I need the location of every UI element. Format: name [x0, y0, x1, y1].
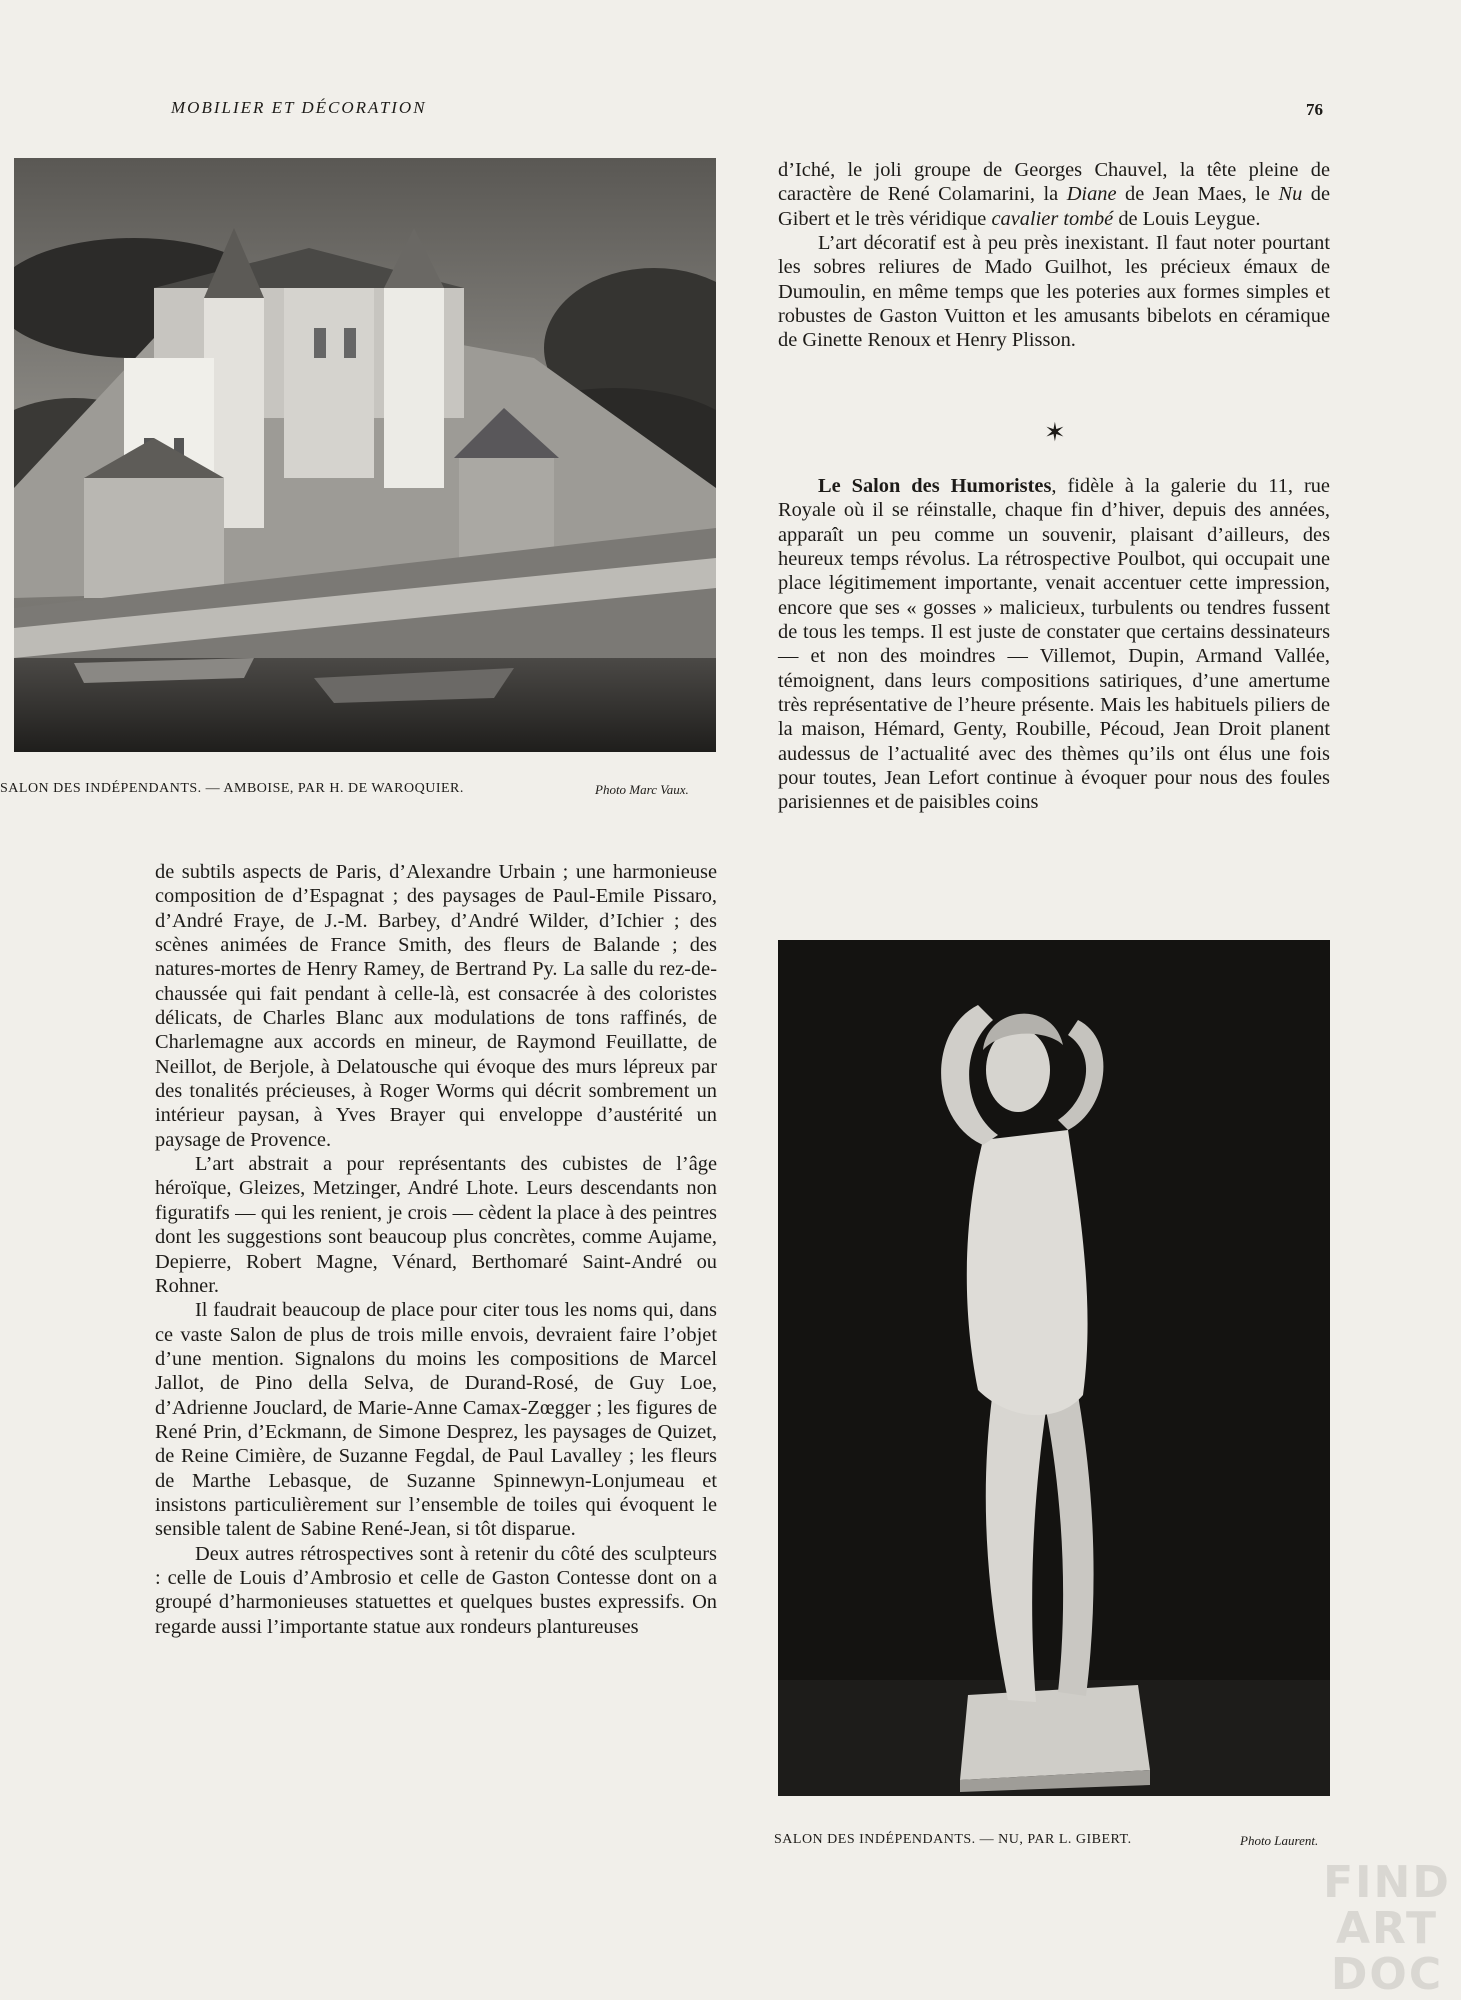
photo-credit-top: Photo Marc Vaux. — [595, 782, 689, 797]
left-column-text — [155, 860, 717, 1639]
page-number: 76 — [1306, 100, 1323, 119]
right-column-text-top — [778, 158, 1330, 353]
section-separator: ✶ — [1044, 418, 1066, 447]
humoristes-section — [778, 474, 1330, 815]
humoristes-text: , fidèle à la galerie du 11, rue Royale où il se réinstalle, chaque fin d’hiver, depuis des années, apparaît un peu comme un souvenir, plaisant d’ailleurs, des heureux temps révolus. La rétrospective Poulbot, qui occupait une place légitimement importante, venait accentuer cette impression, encore que ses « gosses » malicieux, turbulents ou tendres fussent de tous les temps. Il est juste de constater que certains dessinateurs — et non des moindres — Villemot, Dupin, Armand Vallée, témoignent, dans leurs compositions satiriques, d’une amertume très représentative de l’heure présente. Mais les habituels piliers de la maison, Hémard, Genty, Roubille, Pécoud, Jean Droit planent audessus de l’actualité avec des thèmes qu’ils ont élus une fois pour toutes, Jean Lefort continue à évoquer pour nous des foules parisiennes et de paisibles coins — [778, 475, 1330, 814]
figure-caption-top: SALON DES INDÉPENDANTS. — AMBOISE, PAR H. DE WAROQUIER. — [0, 781, 464, 796]
humoristes-lead: Le Salon des Humoristes — [818, 475, 1052, 497]
photo-credit-bottom: Photo Laurent. — [1240, 1833, 1319, 1848]
findartdoc-watermark — [1322, 1857, 1452, 2000]
watermark-line-2: ART — [1336, 1903, 1438, 1954]
right-paragraph-2: L’art décoratif est à peu près inexistant. Il faut noter pourtant les sobres reliures de Mado Guilhot, les précieux émaux de Dumoulin, en même temps que les poteries aux formes simples et robustes de Gaston Vuitton et les amusants bibelots en céramique de Ginette Renoux et Henry Plisson. — [778, 232, 1330, 352]
figure-caption-bottom: SALON DES INDÉPENDANTS. — NU, PAR L. GIBERT. — [774, 1832, 1132, 1847]
left-paragraph-4: Deux autres rétrospectives sont à retenir du côté des sculpteurs : celle de Louis d’Ambrosio et celle de Gaston Contesse dont on a groupé d’harmonieuses statuettes et quelques bustes expressifs. On regarde aussi l’importante statue aux rondeurs plantureuses — [155, 1542, 717, 1638]
right-paragraph-1: d’Iché, le joli groupe de Georges Chauvel, la tête pleine de caractère de René Colamarini, la Diane de Jean Maes, le Nu de Gibert et le très véridique cavalier tombé de Louis Leygue. — [778, 159, 1331, 230]
humoristes-paragraph — [778, 474, 1330, 815]
watermark-line-3: DOC — [1330, 1949, 1444, 2000]
left-paragraph-2: L’art abstrait a pour représentants des cubistes de l’âge héroïque, Gleizes, Metzinger, André Lhote. Leurs descendants non figuratifs — qui les renient, je crois — cèdent la place à des peintres dont les suggestions sont beaucoup plus concrètes, comme Aujame, Depierre, Robert Magne, Vénard, Berthomaré Saint-André ou Rohner. — [155, 1153, 717, 1297]
watermark-line-1: FIND — [1323, 1857, 1451, 1908]
left-paragraph-3: Il faudrait beaucoup de place pour citer tous les noms qui, dans ce vaste Salon de plus de trois mille envois, devraient faire l’objet d’une mention. Signalons du moins les compositions de Marcel Jallot, de Pino della Selva, de Durand-Rosé, de Guy Loe, d’Adrienne Jouclard, de Marie-Anne Camax-Zœgger ; les figures de René Prin, d’Eckmann, de Simone Desprez, les paysages de Quizet, de Reine Cimière, de Suzanne Fegdal, de Paul Lavalley ; les fleurs de Marthe Lebasque, de Suzanne Spinnewyn-Lonjumeau et insistons particulièrement sur l’ensemble de toiles qui évoquent le sensible talent de Sabine René-Jean, si tôt disparue. — [155, 1299, 717, 1541]
nu-sculpture-photo — [778, 940, 1330, 1796]
amboise-painting-photo — [14, 158, 716, 752]
left-paragraph-1: de subtils aspects de Paris, d’Alexandre Urbain ; une harmonieuse composition de d’Espagnat ; des paysages de Paul-Emile Pissaro, d’André Fraye, de J.-M. Barbey, d’André Wilder, d’Ichier ; des scènes animées de France Smith, des fleurs de Balande ; des natures-mortes de Henry Ramey, de Bertrand Py. La salle du rez-de-chaussée qui fait pendant à celle-là, est consacrée à des coloristes délicats, de Charles Blanc aux modulations de tons raffinés, de Charlemagne aux accords en mineur, de Raymond Feuillatte, de Neillot, de Berjole, à Delatousche qui évoque des murs lépreux par des tonalités précieuses, à Roger Worms qui décrit sombrement un intérieur paysan, à Yves Brayer qui enveloppe d’austérité un paysage de Provence. — [155, 861, 717, 1151]
running-header: MOBILIER ET DÉCORATION — [171, 98, 427, 117]
